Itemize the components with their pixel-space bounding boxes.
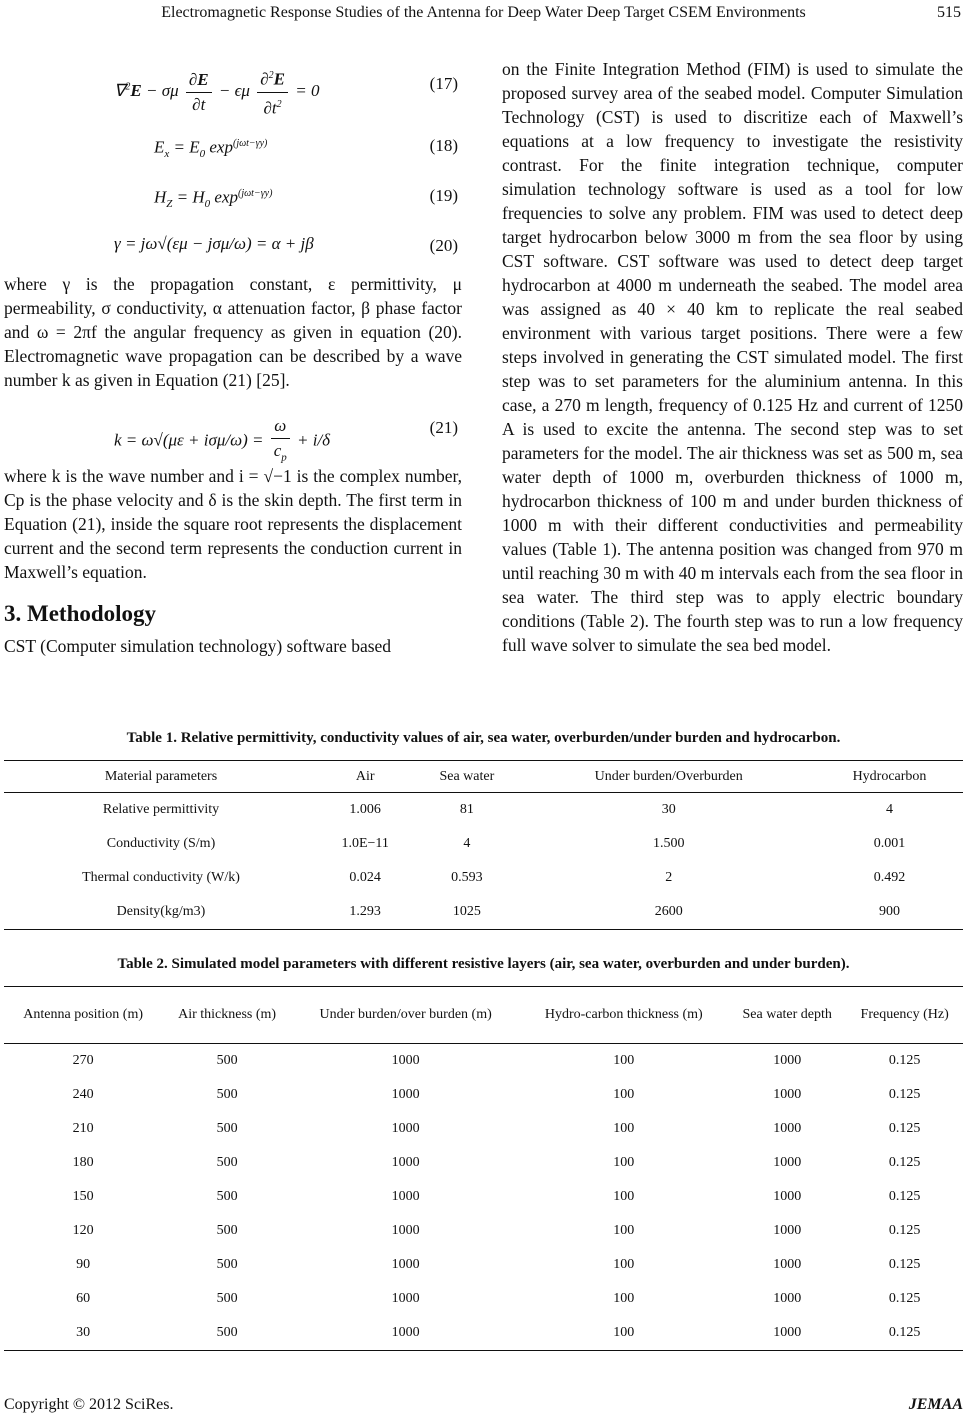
table-cell: 240 xyxy=(72,1087,94,1102)
equation-21-formula: k = ω√(με + iσμ/ω) = $\frac{\omega}{c_p}$ + i/δ xyxy=(114,416,331,464)
table-row xyxy=(4,1316,963,1351)
table1-header-cell: Under burden/Overburden xyxy=(521,761,816,793)
table2-header-cell: Frequency (Hz) xyxy=(846,987,963,1044)
equation-18 xyxy=(4,122,462,172)
table-cell: 1000 xyxy=(391,1121,420,1136)
equation-18-number: (18) xyxy=(429,136,458,155)
table-cell: 81 xyxy=(459,802,474,817)
table-cell: 500 xyxy=(216,1155,238,1170)
table-cell: Relative permittivity xyxy=(102,802,220,817)
table1-header-cell: Sea water xyxy=(412,761,521,793)
equation-18-formula: $E_x = E_0$ $\exp^{(j\omega t-\gamma y)}$ xyxy=(154,137,268,161)
table-cell: 100 xyxy=(613,1121,635,1136)
equation-21 xyxy=(4,392,462,464)
table-cell: 0.492 xyxy=(873,870,906,885)
table-row xyxy=(4,861,963,895)
table-cell: 1000 xyxy=(773,1223,802,1238)
table2-caption: Table 2. Simulated model parameters with different resistive layers (air, sea water, overburden and under burden). xyxy=(117,956,850,972)
table-cell: 100 xyxy=(613,1155,635,1170)
table-cell: 1000 xyxy=(773,1087,802,1102)
table-cell: 90 xyxy=(76,1257,91,1272)
table-cell: Density(kg/m3) xyxy=(4,895,318,930)
table-cell: Thermal conductivity (W/k) xyxy=(82,870,240,885)
table-cell: 100 xyxy=(613,1257,635,1272)
table-cell: 0.593 xyxy=(451,870,483,885)
table-cell: 270 xyxy=(72,1053,94,1068)
table-cell: 500 xyxy=(216,1053,238,1068)
table-cell: 0.125 xyxy=(888,1291,921,1306)
table-row xyxy=(4,1248,963,1282)
table1-header-cell: Hydrocarbon xyxy=(816,761,963,793)
table1-header-cell: Material parameters xyxy=(4,761,318,793)
equation-17-number: (17) xyxy=(429,74,458,93)
table-cell: 100 xyxy=(613,1087,635,1102)
table-cell: 900 xyxy=(816,895,963,930)
table-row xyxy=(4,1282,963,1316)
table-cell: 0.125 xyxy=(888,1087,921,1102)
table-cell: 0.125 xyxy=(888,1155,921,1170)
table-cell: 1025 xyxy=(412,895,521,930)
table-cell: 500 xyxy=(216,1291,238,1306)
running-header xyxy=(0,4,967,22)
table-cell: 0.125 xyxy=(888,1053,921,1068)
equation-19 xyxy=(4,172,462,222)
table-cell: 500 xyxy=(216,1121,238,1136)
equation-19-number: (19) xyxy=(429,186,458,205)
table-cell: 1000 xyxy=(391,1087,420,1102)
table1-header-cell: Air xyxy=(318,761,412,793)
table1-caption: Table 1. Relative permittivity, conductivity values of air, sea water, overburden/under burden and hydrocarbon. xyxy=(126,730,841,746)
table-cell: 0.125 xyxy=(888,1121,921,1136)
equation-20-number: (20) xyxy=(429,236,458,255)
table-cell: 0.001 xyxy=(873,836,906,851)
table-row xyxy=(4,1078,963,1112)
table-row xyxy=(4,1146,963,1180)
table-cell: 1000 xyxy=(773,1189,802,1204)
table-cell: Conductivity (S/m) xyxy=(106,836,216,851)
table-cell: 1000 xyxy=(773,1155,802,1170)
table-cell: 2600 xyxy=(521,895,816,930)
equation-20-formula: γ = jω√(εμ − jσμ/ω) = α + jβ xyxy=(114,234,314,253)
equation-21-number: (21) xyxy=(429,418,458,437)
table-cell: 0.125 xyxy=(888,1189,921,1204)
table-cell: 30 xyxy=(4,1316,162,1351)
table-cell: 500 xyxy=(162,1316,292,1351)
page-number: 515 xyxy=(937,4,961,21)
table-cell: 2 xyxy=(665,870,673,885)
table-cell: 1000 xyxy=(391,1189,420,1204)
table-cell: 1.0E−11 xyxy=(341,836,389,851)
table2-body xyxy=(4,1044,963,1351)
table-cell: 1000 xyxy=(391,1291,420,1306)
table-cell: 1000 xyxy=(391,1155,420,1170)
table-row xyxy=(4,793,963,828)
table-cell: 4 xyxy=(463,836,471,851)
table-cell: 1000 xyxy=(773,1257,802,1272)
table-cell: 1000 xyxy=(391,1053,420,1068)
table2-header-cell: Antenna position (m) xyxy=(4,987,162,1044)
table-cell: 0.125 xyxy=(846,1316,963,1351)
table-cell: 100 xyxy=(519,1316,728,1351)
table-cell: 1000 xyxy=(728,1316,846,1351)
section-title: 3. Methodology xyxy=(4,601,157,626)
copyright: Copyright © 2012 SciRes. xyxy=(4,1396,174,1413)
table-cell: 1000 xyxy=(391,1257,420,1272)
table-cell: 1000 xyxy=(773,1121,802,1136)
equation-20 xyxy=(4,222,462,272)
table-cell: 1.006 xyxy=(349,802,381,817)
table-cell: 1000 xyxy=(773,1291,802,1306)
footer xyxy=(4,1396,963,1414)
paragraph-propagation: where γ is the propagation constant, ε permittivity, μ permeability, σ conductivity, α attenuation factor, β phase factor and ω = 2πf the angular frequency as given in equation (20). Electromagnetic wave propagation can be described by a wave number k as given in Equation (21) [25]. xyxy=(4,274,462,390)
paragraph-methodology: on the Finite Integration Method (FIM) is used to simulate the proposed survey area of the seabed model. Computer Simulation Technology (CST) is used to discritize each of Maxwell’s equations at a low frequency to investigate the resistivity contrast. For the finite integration technique, computer simulation technology software is used as a tool for low frequencies to solve any problem. FIM was used to detect deep target hydrocarbon below 3000 m from the sea floor by using CST software. CST software was used to detect deep target hydrocarbon at 4000 m underneath the seabed. The model area was assigned as 40 × 40 km to replicate the real seabed environment with various target positions. There were a few steps involved in generating the CST simulated model. The first step was to set parameters for the aluminium antenna. In this case, a 270 m length, frequency of 0.125 Hz and current of 1250 A is used to excite the antenna. The second step was to set parameters for the model. The air thickness was set as 500 m, sea water depth of 1000 m, overburden thickness of 1000 m, hydrocarbon thickness of 100 m and under burden thickness of 1000 m with their different conductivities and permeability values (Table 1). The antenna position was changed from 970 m until reaching 30 m with 40 m intervals each from the sea floor in sea water. The third step was to apply electric boundary conditions (Table 2). The fourth step was to run a low frequency full wave solver to simulate the sea bed model. xyxy=(502,59,963,655)
table-cell: 100 xyxy=(613,1189,635,1204)
table-cell: 500 xyxy=(216,1189,238,1204)
left-column xyxy=(4,50,462,658)
table-cell: 1.500 xyxy=(652,836,685,851)
table2-header-row xyxy=(4,987,963,1044)
table-cell: 500 xyxy=(216,1223,238,1238)
journal-name: JEMAA xyxy=(908,1396,963,1413)
table-cell: 0.125 xyxy=(888,1223,921,1238)
header-title: Electromagnetic Response Studies of the Antenna for Deep Water Deep Target CSEM Environments xyxy=(161,4,806,21)
right-column xyxy=(502,57,963,657)
table-cell: 1000 xyxy=(391,1223,420,1238)
table2-header-cell: Air thickness (m) xyxy=(162,987,292,1044)
equation-17 xyxy=(4,50,462,122)
paragraph-wave-number: where k is the wave number and i = √−1 is the complex number, Cp is the phase velocity and δ is the skin depth. The first term in Equation (21), inside the square root represents the displacement current and the second term represents the conduction current in Maxwell’s equation. xyxy=(4,466,462,582)
table-cell: 0.125 xyxy=(888,1257,921,1272)
table-row xyxy=(4,1044,963,1079)
table-cell: 500 xyxy=(216,1257,238,1272)
table1-header-row xyxy=(4,761,963,793)
table-cell: 60 xyxy=(76,1291,91,1306)
table-cell: 1000 xyxy=(773,1053,802,1068)
table-row xyxy=(4,827,963,861)
table-cell: 210 xyxy=(72,1121,94,1136)
table2-header-cell: Under burden/over burden (m) xyxy=(292,987,520,1044)
table-row xyxy=(4,895,963,930)
equation-17-formula: ∇$^2$E − σμ $\frac{\partial E}{\partial t}$ − ϵμ $\frac{\partial^2E}{\partial t^2}$ = 0 xyxy=(114,64,319,120)
table-row xyxy=(4,1214,963,1248)
table2 xyxy=(4,986,963,1351)
equation-19-formula: $H_Z = H_0$ $\exp^{(j\omega t-\gamma y)}$ xyxy=(154,187,273,211)
table-cell: 4 xyxy=(886,802,893,817)
table-cell: 150 xyxy=(72,1189,94,1204)
table-row xyxy=(4,1180,963,1214)
table-cell: 30 xyxy=(661,802,676,817)
table1 xyxy=(4,760,963,930)
table-cell: 100 xyxy=(613,1223,635,1238)
table-cell: 1.293 xyxy=(318,895,412,930)
table-cell: 1000 xyxy=(292,1316,520,1351)
table-cell: 100 xyxy=(613,1053,635,1068)
table-cell: 100 xyxy=(613,1291,635,1306)
table2-header-cell: Hydro-carbon thickness (m) xyxy=(519,987,728,1044)
paragraph-methodology-start: CST (Computer simulation technology) software based xyxy=(4,636,392,656)
table-row xyxy=(4,1112,963,1146)
table-cell: 120 xyxy=(72,1223,94,1238)
table2-header-cell: Sea water depth xyxy=(728,987,846,1044)
table-cell: 0.024 xyxy=(349,870,381,885)
table-cell: 180 xyxy=(72,1155,94,1170)
table-cell: 500 xyxy=(216,1087,238,1102)
